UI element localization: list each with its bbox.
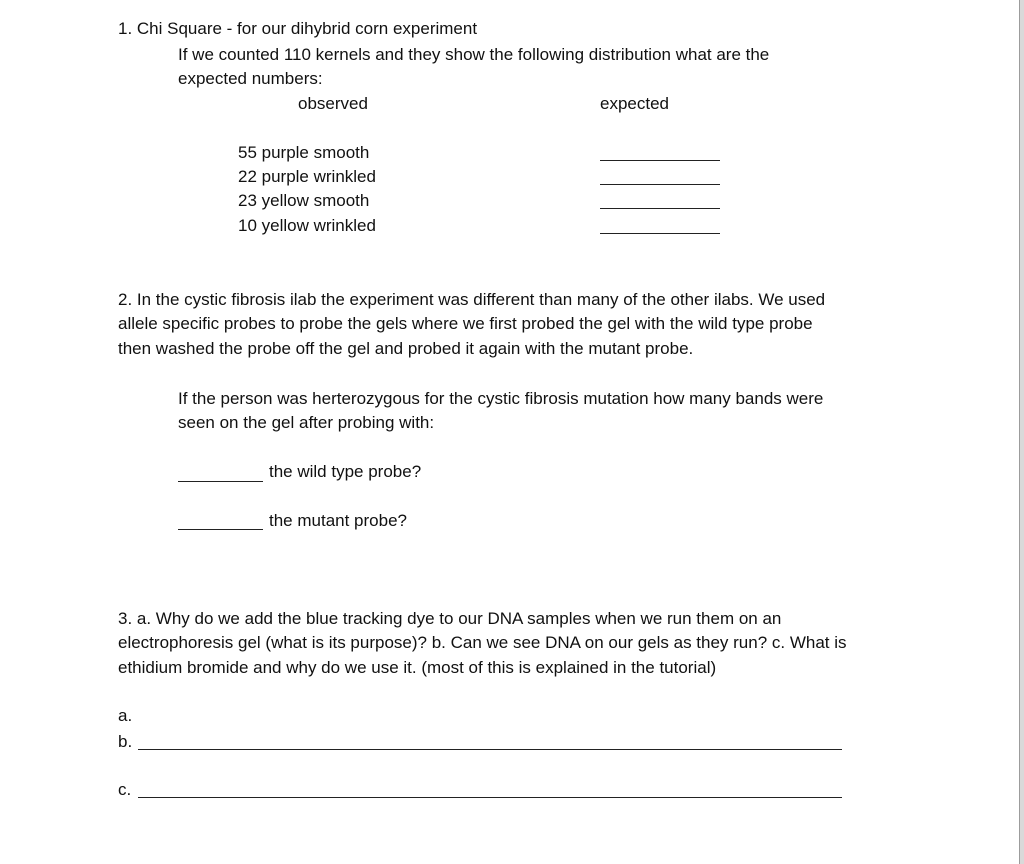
q2-sub-line2: seen on the gel after probing with: — [178, 413, 435, 432]
q1-title: 1. Chi Square - for our dihybrid corn experiment — [118, 19, 478, 38]
q1-expected-blank[interactable] — [600, 160, 720, 161]
q1-row-observed: 10 yellow wrinkled — [238, 216, 376, 235]
q2-line3: then washed the probe off the gel and probed it again with the mutant probe. — [118, 339, 694, 358]
q3-label-c: c. — [118, 780, 132, 799]
q1-row-observed: 23 yellow smooth — [238, 191, 370, 210]
q2-mutant-blank[interactable] — [178, 529, 263, 530]
q1-prompt-line1: If we counted 110 kernels and they show the following distribution what are the — [178, 45, 770, 64]
q1-expected-blank[interactable] — [600, 233, 720, 234]
q1-row-observed: 22 purple wrinkled — [238, 167, 376, 186]
q2-line2: allele specific probes to probe the gels where we first probed the gel with the wild type probe — [118, 314, 813, 333]
q3-line3: ethidium bromide and why do we use it. (most of this is explained in the tutorial) — [118, 658, 717, 677]
q3-label-a: a. — [118, 706, 133, 725]
q1-prompt-line2: expected numbers: — [178, 69, 323, 88]
q2-line1: 2. In the cystic fibrosis ilab the experiment was different than many of the other ilabs. We used — [118, 290, 826, 309]
q1-expected-blank[interactable] — [600, 184, 720, 185]
q3-label-b: b. — [118, 732, 133, 751]
q2-mutant-label: the mutant probe? — [269, 511, 407, 530]
q2-wild-type-blank[interactable] — [178, 481, 263, 482]
q3-line1: 3. a. Why do we add the blue tracking dye to our DNA samples when we run them on an — [118, 609, 782, 628]
page-edge — [1019, 0, 1024, 864]
q3-answer-b-blank[interactable] — [138, 749, 842, 750]
q1-row-observed: 55 purple smooth — [238, 143, 370, 162]
q2-sub-line1: If the person was herterozygous for the cystic fibrosis mutation how many bands were — [178, 389, 824, 408]
q1-col-expected: expected — [600, 94, 669, 113]
q2-wild-type-label: the wild type probe? — [269, 462, 422, 481]
q1-col-observed: observed — [298, 94, 368, 113]
q1-expected-blank[interactable] — [600, 208, 720, 209]
q3-line2: electrophoresis gel (what is its purpose)? b. Can we see DNA on our gels as they run? c. What is — [118, 633, 847, 652]
q3-answer-c-blank[interactable] — [138, 797, 842, 798]
